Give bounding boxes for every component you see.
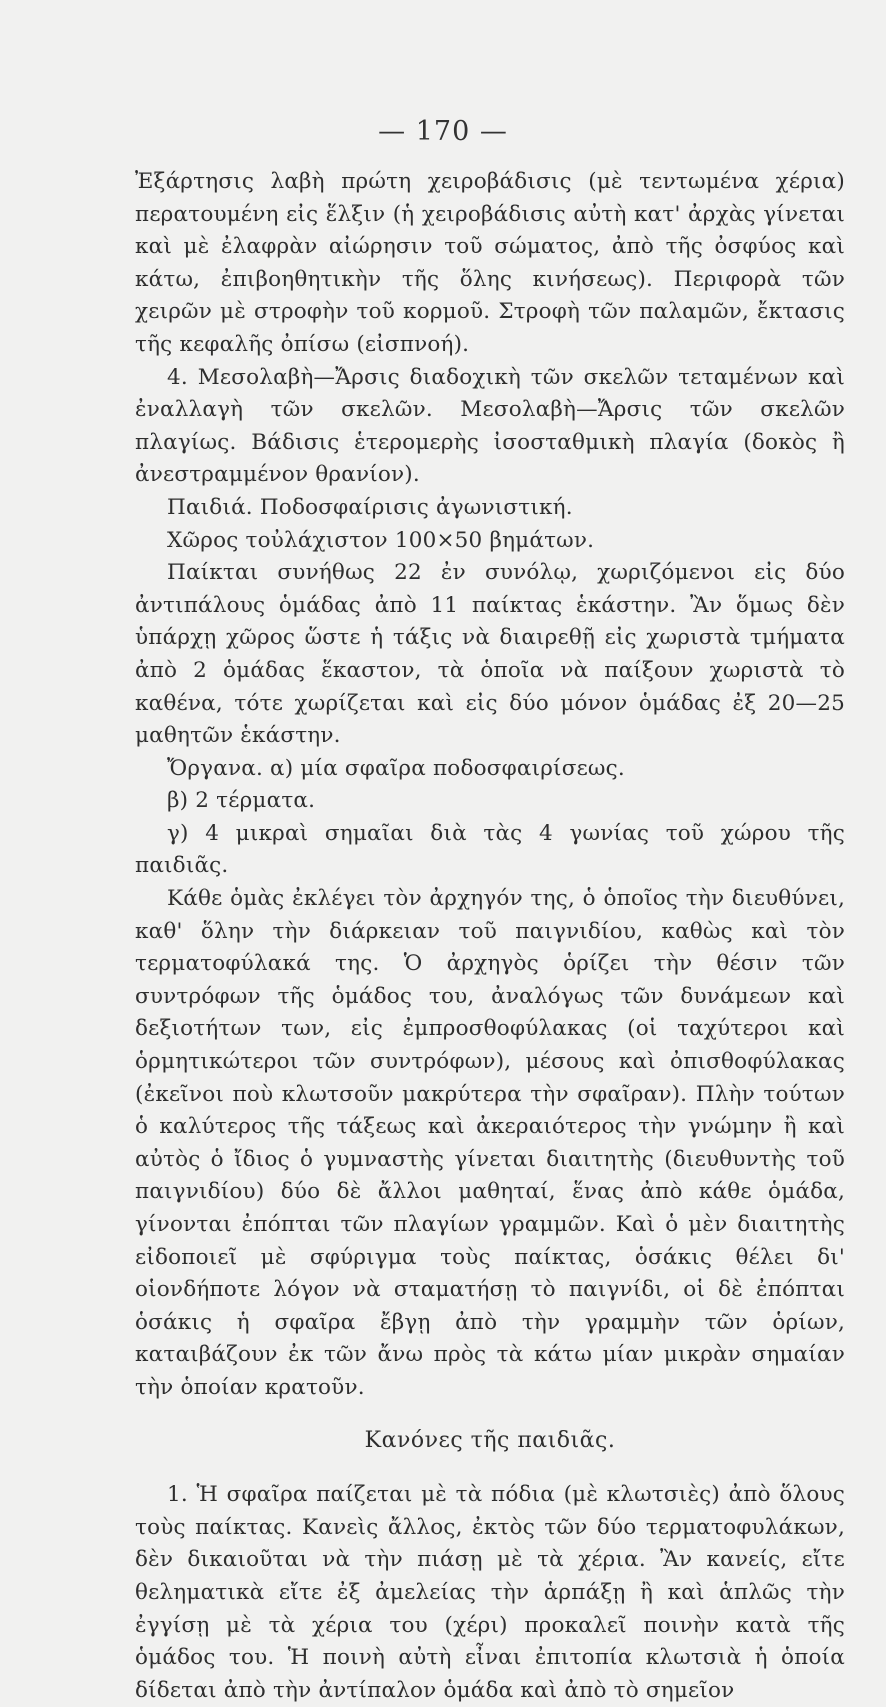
paragraph-equipment-b: β) 2 τέρματα. bbox=[167, 788, 316, 814]
paragraph-exercise-continuation: Ἐξάρτησις λαβὴ πρώτη χειροβάδισις (μὲ τεντωμένα χέρια) περατουμένη εἰς ἕλξιν (ἡ χειροβάδισις αὐτὴ κατ' ἀρχὰς γίνεται καὶ μὲ ἐλαφρὰν αἰώρησιν τοῦ σώματος, ἀπὸ τῆς ὀσφύος καὶ κάτω, ἐπιβοηθητικὴν τῆς ὅλης κινήσεως). Περιφορὰ τῶν χειρῶν μὲ στροφὴν τοῦ κορμοῦ. Στροφὴ τῶν παλαμῶν, ἔκτασις τῆς κεφαλῆς ὀπίσω (εἰσπνοή). bbox=[135, 169, 845, 357]
paragraph-field-size: Χῶρος τοὐλάχιστον 100×50 βημάτων. bbox=[167, 527, 595, 553]
section-heading-rules: Κανόνες τῆς παιδιᾶς. bbox=[364, 1427, 616, 1453]
paragraph-team-roles: Κάθε ὁμὰς ἐκλέγει τὸν ἀρχηγόν της, ὁ ὁποῖος τὴν διευθύνει, καθ' ὅλην τὴν διάρκειαν τοῦ παιγνιδίου, καθὼς καὶ τὸν τερματοφύλακά της. Ὁ ἀρχηγὸς ὁρίζει τὴν θέσιν τῶν συντρόφων τῆς ὁμάδος του, ἀναλόγως τῶν δυνάμεων καὶ δεξιοτήτων των, εἰς ἐμπροσθοφύλακας (οἱ ταχύτεροι καὶ ὁρμητικώτεροι τῶν συντρόφων), μέσους καὶ ὀπισθοφύλακας (ἐκεῖνοι ποὺ κλωτσοῦν μακρύτερα τὴν σφαῖραν). Πλὴν τούτων ὁ καλύτερος τῆς τάξεως καὶ ἀκεραιότερος τὴν γνώμην ἢ καὶ αὐτὸς ὁ ἴδιος ὁ γυμναστὴς γίνεται διαιτητὴς (διευθυντὴς τοῦ παιγνιδίου) δύο δὲ ἄλλοι μαθηταί, ἕνας ἀπὸ κάθε ὁμάδα, γίνονται ἐπόπται τῶν πλαγίων γραμμῶν. Καὶ ὁ μὲν διαιτητὴς εἰδοποιεῖ μὲ σφύριγμα τοὺς παίκτας, ὁσάκις θέλει δι' οἱονδήποτε λόγον νὰ σταματήσῃ τὸ παιγνίδι, οἱ δὲ ἐπόπται ὁσάκις ἡ σφαῖρα ἔβγῃ ἀπὸ τὴν γραμμὴν τῶν ὁρίων, καταιβάζουν ἐκ τῶν ἄνω πρὸς τὰ κάτω μίαν μικρὰν σημαίαν τὴν ὁποίαν κρατοῦν. bbox=[135, 886, 845, 1400]
paragraph-equipment-c: γ) 4 μικραὶ σημαῖαι διὰ τὰς 4 γωνίας τοῦ χώρου τῆς παιδιᾶς. bbox=[135, 820, 845, 879]
body-text bbox=[135, 166, 845, 1707]
paragraph-game-title: Παιδιά. Ποδοσφαίρισις ἀγωνιστική. bbox=[167, 494, 573, 520]
paragraph-players: Παίκται συνήθως 22 ἐν συνόλῳ, χωριζόμενοι εἰς δύο ἀντιπάλους ὁμάδας ἀπὸ 11 παίκτας ἑκάστην. Ἂν ὅμως δὲν ὑπάρχῃ χῶρος ὥστε ἡ τάξις νὰ διαιρεθῇ εἰς χωριστὰ τμήματα ἀπὸ 2 ὁμάδας ἕκαστον, τὰ ὁποῖα νὰ παίξουν χωριστὰ τὸ καθένα, τότε χωρίζεται καὶ εἰς δύο μόνον ὁμάδας ἐξ 20—25 μαθητῶν ἑκάστην. bbox=[135, 560, 845, 749]
paragraph-equipment-a: Ὄργανα. α) μία σφαῖρα ποδοσφαιρίσεως. bbox=[167, 755, 625, 781]
paragraph-rule-1: 1. Ἡ σφαῖρα παίζεται μὲ τὰ πόδια (μὲ κλωτσιὲς) ἀπὸ ὅλους τοὺς παίκτας. Κανεὶς ἄλλος, ἐκτὸς τῶν δύο τερματοφυλάκων, δὲν δικαιοῦται νὰ τὴν πιάσῃ μὲ τὰ χέρια. Ἂν κανείς, εἴτε θεληματικὰ εἴτε ἐξ ἀμελείας τὴν ἁρπάξῃ ἢ καὶ ἁπλῶς τὴν ἐγγίσῃ μὲ τὰ χέρια του (χέρι) προκαλεῖ ποινὴν κατὰ τῆς ὁμάδος του. Ἡ ποινὴ αὐτὴ εἶναι ἐπιτοπία κλωτσιὰ ἡ ὁποία δίδεται ἀπὸ τὴν ἀντίπαλον ὁμάδα καὶ ἀπὸ τὸ σημεῖον bbox=[135, 1482, 845, 1703]
page-number: — 170 — bbox=[378, 116, 508, 147]
paragraph-exercise-4: 4. Μεσολαβὴ—Ἄρσις διαδοχικὴ τῶν σκελῶν τεταμένων καὶ ἐναλλαγὴ τῶν σκελῶν. Μεσολαβὴ—Ἄρσις τῶν σκελῶν πλαγίως. Βάδισις ἑτερομερὴς ἰσοσταθμικὴ πλαγία (δοκὸς ἢ ἀνεστραμμένον θρανίον). bbox=[135, 364, 845, 488]
